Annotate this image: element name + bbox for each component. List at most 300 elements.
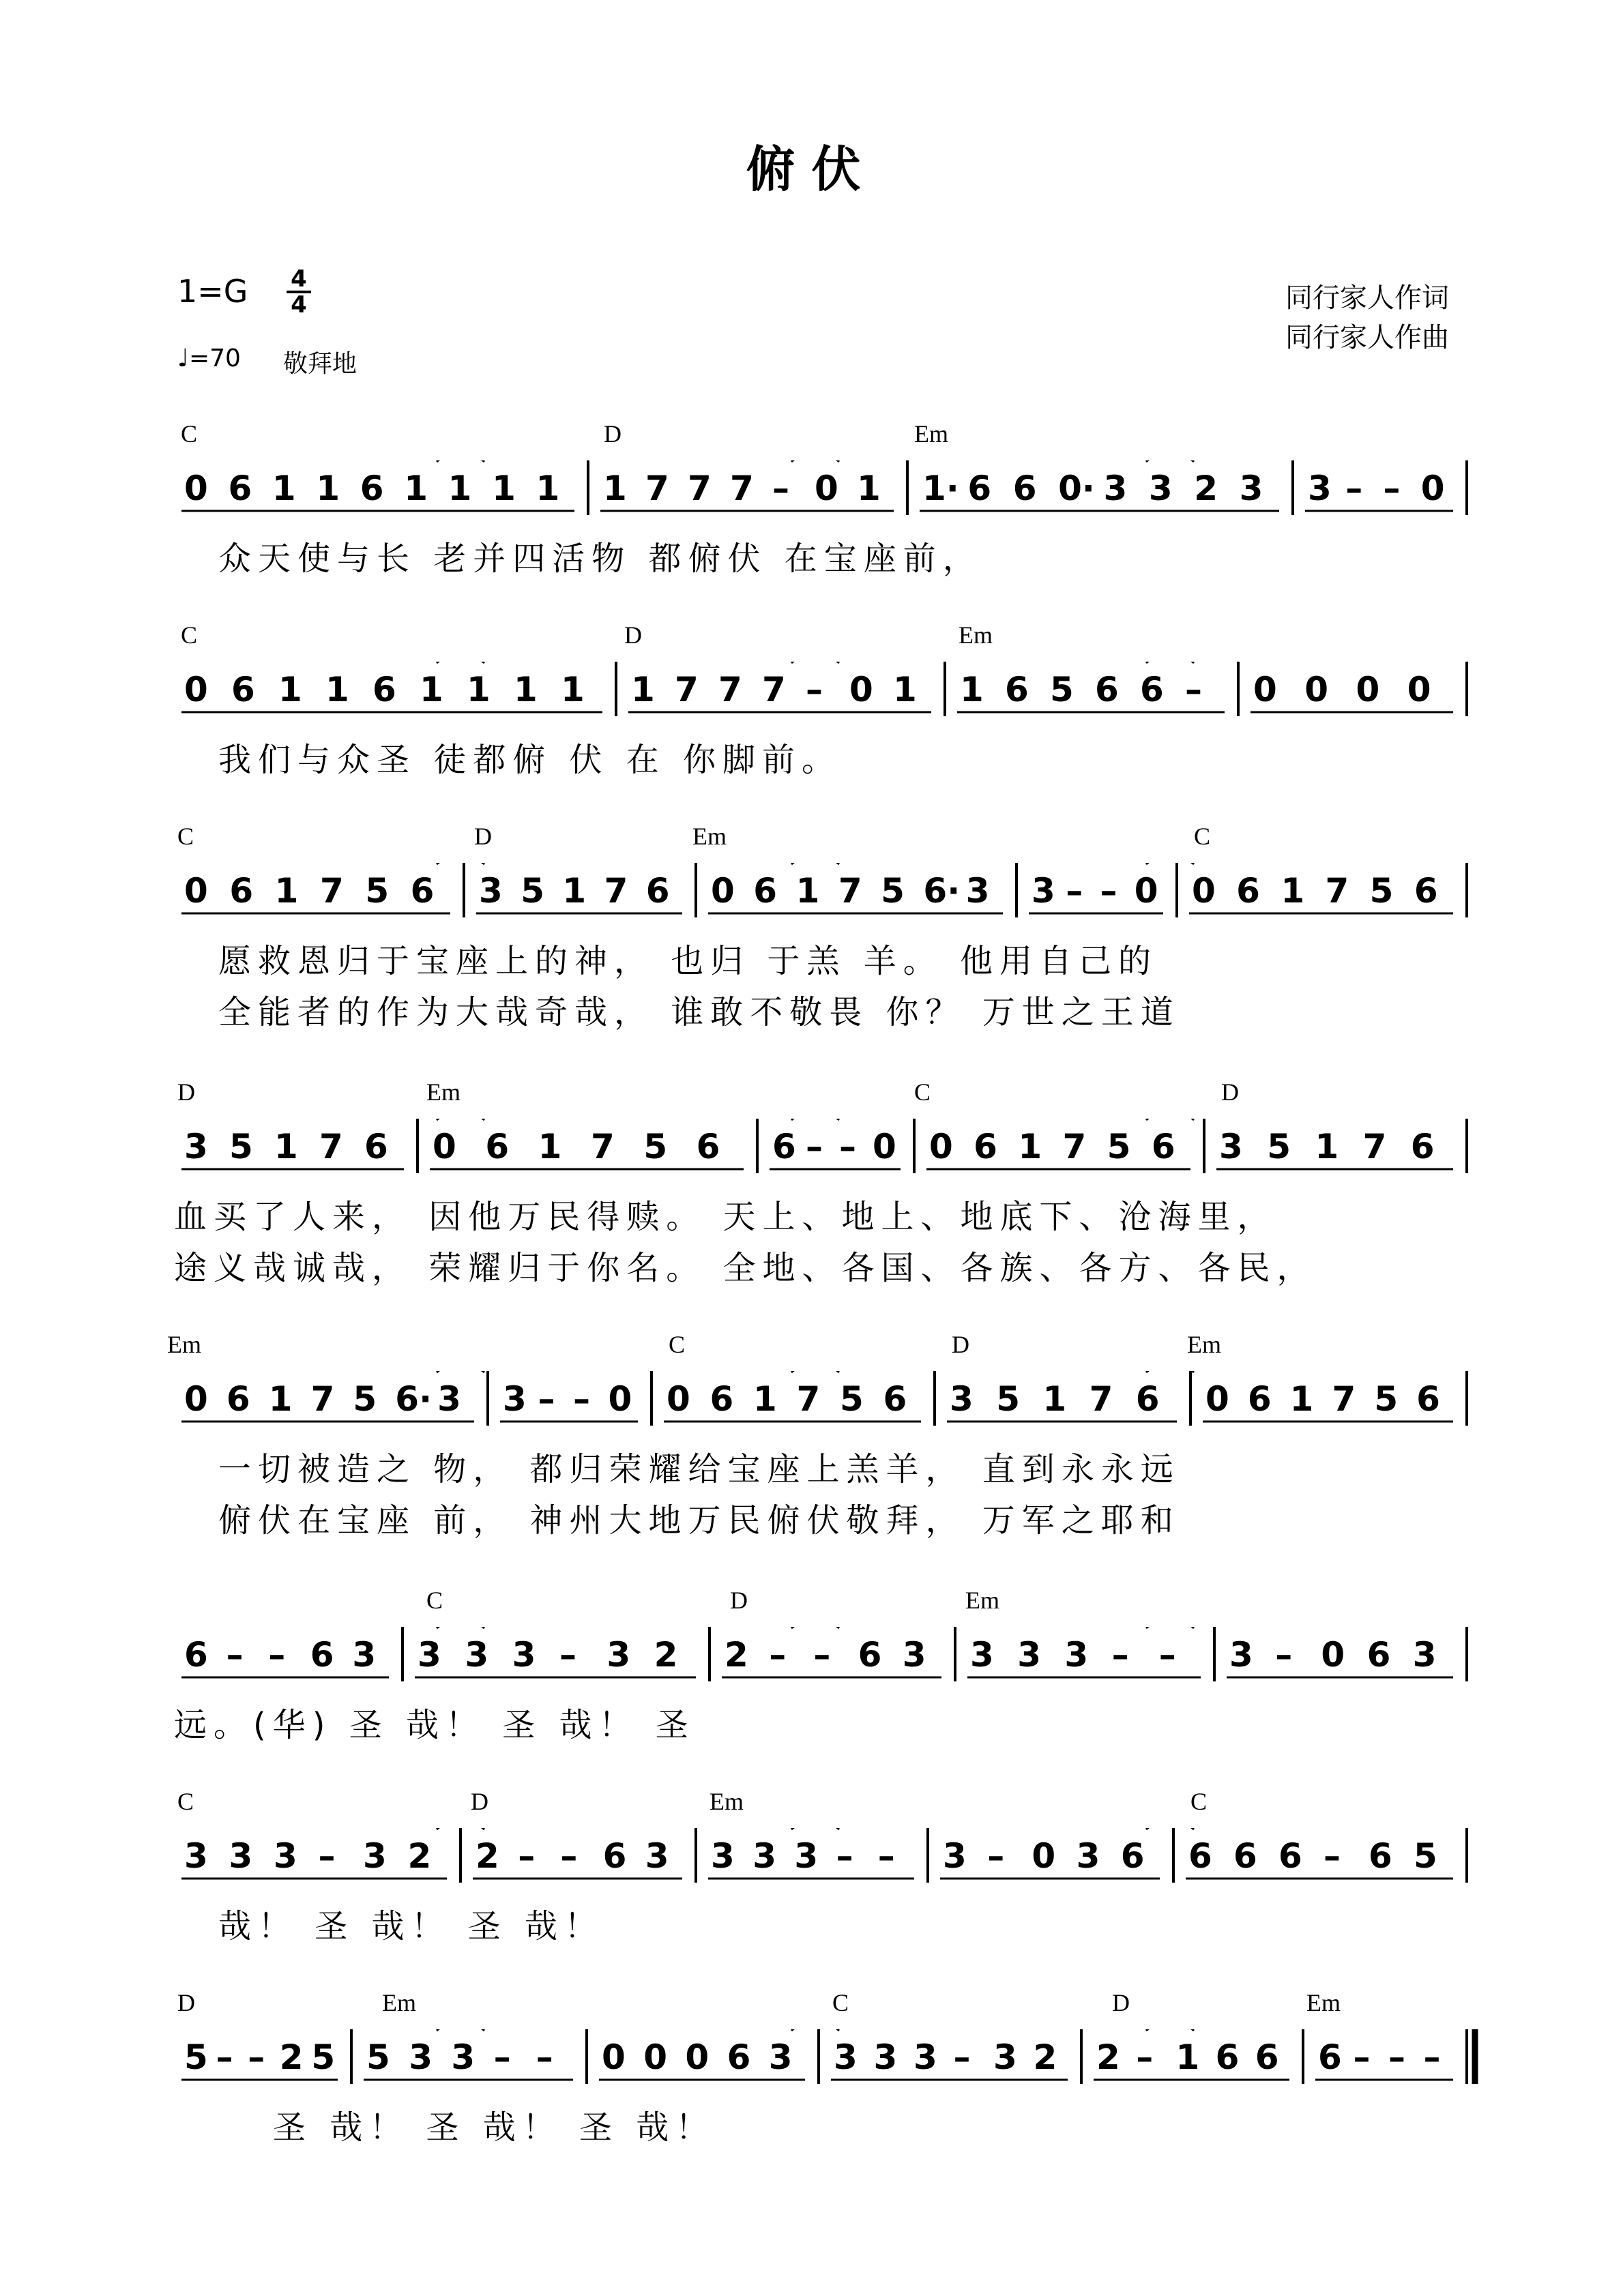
- chord-row: [0, 1330, 1623, 1364]
- note: 5: [1414, 1836, 1437, 1876]
- note: 6: [310, 1635, 334, 1675]
- note: 6: [602, 1836, 627, 1876]
- note: 2: [1096, 2037, 1120, 2077]
- note: 3: [363, 1836, 387, 1876]
- chord-symbol: Em: [1187, 1331, 1221, 1358]
- note: 3: [950, 1379, 974, 1419]
- note: 3: [418, 1635, 441, 1675]
- chord-row: [0, 1078, 1623, 1112]
- note: 6: [1005, 670, 1029, 709]
- note: 6: [1012, 469, 1037, 508]
- note: 6: [1151, 1127, 1175, 1166]
- note: 3: [913, 2037, 937, 2077]
- note: 7: [1332, 1379, 1356, 1419]
- note: 1: [420, 670, 443, 709]
- note: 3: [352, 1635, 377, 1675]
- note: 7: [1062, 1127, 1087, 1166]
- note: 7: [591, 1127, 615, 1166]
- note: 3: [229, 1836, 253, 1876]
- note: 1·: [922, 469, 959, 508]
- lyric-text: 哉！ 圣 哉！ 圣 哉！: [218, 1907, 604, 1945]
- note: –: [806, 1127, 823, 1166]
- note: 3: [1148, 469, 1173, 508]
- note: 3: [768, 2037, 793, 2077]
- lyric-text: 圣 哉！ 圣 哉！ 圣 哉！: [273, 2108, 716, 2147]
- note: –: [1423, 2037, 1441, 2077]
- note: 5: [311, 2037, 336, 2077]
- note: 1: [631, 670, 655, 709]
- note: –: [1324, 1836, 1341, 1876]
- note: 6: [1369, 1836, 1392, 1876]
- note: –: [216, 2037, 233, 2077]
- note: 2: [407, 1836, 432, 1876]
- note: 5: [881, 871, 905, 911]
- note: 5: [1107, 1127, 1131, 1166]
- note: 5: [996, 1379, 1020, 1419]
- song-title: 俯伏: [746, 141, 877, 198]
- note: –: [953, 2037, 971, 2077]
- note: 5: [366, 2037, 390, 2077]
- note: 0: [184, 1379, 208, 1419]
- note: 1: [536, 469, 560, 508]
- note: 7: [319, 1127, 343, 1166]
- note: 1: [325, 670, 349, 709]
- note: 3: [902, 1635, 926, 1675]
- chord-symbol: C: [914, 1078, 931, 1106]
- note: 7: [1325, 871, 1349, 911]
- note: –: [1136, 2037, 1154, 2077]
- note: –: [559, 1635, 576, 1675]
- note: 1: [561, 670, 585, 709]
- score-system: [0, 621, 1623, 846]
- key-signature: 1=G: [177, 273, 248, 310]
- note: 1: [1042, 1379, 1067, 1419]
- note: 6: [1247, 1379, 1272, 1419]
- note: –: [493, 2037, 511, 2077]
- note: 6: [772, 1127, 796, 1166]
- chord-symbol: Em: [959, 621, 993, 649]
- notation-line: [0, 2029, 1623, 2145]
- note: 1: [514, 670, 538, 709]
- note: 6: [883, 1379, 907, 1419]
- slur-arc: [1146, 460, 1194, 462]
- note: 1: [893, 670, 917, 709]
- time-signature: [287, 267, 311, 317]
- slur-arc: [437, 1627, 484, 1628]
- chord-symbol: D: [952, 1331, 969, 1358]
- note: 3: [437, 1379, 461, 1419]
- lyricist-credit: 同行家人作词: [1285, 282, 1449, 314]
- note: 7: [718, 670, 742, 709]
- chord-symbol: Em: [692, 823, 727, 850]
- lyric-text: 俯伏在宝座 前， 神州大地万民俯伏敬拜， 万军之耶和: [218, 1501, 1180, 1540]
- note: 6: [1278, 1836, 1302, 1876]
- note: 0: [433, 1127, 456, 1166]
- note: 3: [1032, 871, 1055, 911]
- note: 7: [675, 670, 699, 709]
- note: –: [538, 1379, 555, 1419]
- note: –: [1353, 2037, 1371, 2077]
- credits: [1285, 278, 1449, 357]
- note: –: [1100, 871, 1117, 911]
- note: 6: [226, 1379, 250, 1419]
- note: 3: [512, 1635, 536, 1675]
- note: 6: [184, 1635, 208, 1675]
- note: 3: [606, 1635, 631, 1675]
- note: 0: [608, 1379, 632, 1419]
- chord-symbol: D: [604, 420, 622, 447]
- lyric-text: 远。(华) 圣 哉！ 圣 哉！ 圣: [174, 1706, 695, 1744]
- note: 1: [753, 1379, 777, 1419]
- note: 7: [688, 469, 712, 508]
- note: 0: [1253, 670, 1277, 709]
- note: 5: [521, 871, 544, 911]
- chord-symbol: C: [669, 1331, 686, 1358]
- note: 6: [1255, 2037, 1279, 2077]
- slur-arc: [437, 662, 484, 663]
- note: 3: [1412, 1635, 1437, 1675]
- note: 1: [603, 469, 627, 508]
- note: –: [1158, 1635, 1176, 1675]
- note: 3: [1308, 469, 1332, 508]
- note: 7: [730, 469, 754, 508]
- slur-arc: [1146, 1828, 1194, 1829]
- note: 7: [310, 1379, 335, 1419]
- note: 0: [685, 2037, 710, 2077]
- note: –: [987, 1836, 1005, 1876]
- note: –: [248, 2037, 265, 2077]
- note: 3: [479, 871, 503, 911]
- note: 0: [1205, 1379, 1229, 1419]
- note: 6: [967, 469, 992, 508]
- lyric-text: 全能者的作为大哉奇哉， 谁敢不敬畏 你？ 万世之王道: [218, 993, 1180, 1031]
- score-system: [0, 1330, 1623, 1555]
- note: 6: [1120, 1836, 1145, 1876]
- note: –: [518, 1836, 536, 1876]
- note: 0: [815, 469, 838, 508]
- slur-arc: [791, 1627, 839, 1628]
- note: 0: [1134, 871, 1158, 911]
- chord-symbol: D: [177, 1989, 195, 2016]
- note: 6: [727, 2037, 751, 2077]
- chord-symbol: D: [474, 823, 492, 850]
- note: 0: [929, 1127, 953, 1166]
- chord-symbol: D: [730, 1587, 748, 1614]
- note: 3: [993, 2037, 1017, 2077]
- note: 3: [943, 1836, 967, 1876]
- note: 3: [965, 871, 990, 911]
- note: 6: [645, 871, 670, 911]
- note: 6: [1140, 670, 1164, 709]
- chord-symbol: Em: [965, 1587, 999, 1614]
- note: 6: [1188, 1836, 1212, 1876]
- note: –: [536, 2037, 553, 2077]
- chord-symbol: Em: [167, 1331, 201, 1358]
- note: 7: [320, 871, 344, 911]
- note: 1: [316, 469, 340, 508]
- note: 5: [1369, 871, 1394, 911]
- note: 1: [268, 1379, 293, 1419]
- note: 5: [643, 1127, 668, 1166]
- note: 3: [1017, 1635, 1041, 1675]
- chord-symbol: Em: [1306, 1989, 1341, 2016]
- chord-symbol: C: [181, 621, 198, 649]
- note: 1: [538, 1127, 562, 1166]
- note: 7: [838, 871, 862, 911]
- note: –: [573, 1379, 590, 1419]
- note: 6: [753, 871, 778, 911]
- note: 1: [492, 469, 516, 508]
- slur-arc: [437, 460, 484, 462]
- note: 6: [696, 1127, 720, 1166]
- note: 1: [562, 871, 587, 911]
- note: 6: [1318, 2037, 1342, 2077]
- note: 2: [1194, 469, 1218, 508]
- expression-marking: 敬拜地: [283, 350, 357, 378]
- note: 1: [795, 871, 820, 911]
- note: 3: [752, 1836, 776, 1876]
- note: 0: [1420, 469, 1445, 508]
- note: 1: [857, 469, 881, 508]
- note: 3: [873, 2037, 898, 2077]
- note: –: [769, 1635, 787, 1675]
- note: 5: [840, 1379, 864, 1419]
- note: 3: [834, 2037, 858, 2077]
- note: 6: [372, 670, 396, 709]
- note: 0: [1356, 670, 1380, 709]
- note: 1: [274, 871, 299, 911]
- note: 0: [849, 670, 873, 709]
- note: 3: [409, 2037, 433, 2077]
- note: 6: [1414, 871, 1438, 911]
- note: 0: [1321, 1635, 1345, 1675]
- note: 6: [231, 670, 255, 709]
- chord-symbol: C: [832, 1989, 849, 2016]
- score-system: [0, 822, 1623, 1047]
- note: 3: [184, 1836, 208, 1876]
- note: –: [318, 1836, 336, 1876]
- slur-arc: [1146, 1371, 1194, 1372]
- note: 7: [1362, 1127, 1387, 1166]
- score-system: [0, 1586, 1623, 1811]
- note: 0: [711, 871, 735, 911]
- note: –: [1066, 871, 1083, 911]
- note: 0: [667, 1379, 690, 1419]
- note: 5: [365, 871, 390, 911]
- score-system: [0, 1787, 1623, 2012]
- slur-arc: [1146, 662, 1194, 663]
- note: 3: [503, 1379, 527, 1419]
- note: 0: [184, 871, 208, 911]
- note: –: [813, 1635, 831, 1675]
- tempo-marking: ♩=70: [177, 344, 241, 372]
- note: 7: [1089, 1379, 1113, 1419]
- note: 1: [960, 670, 984, 709]
- note: 6: [229, 871, 254, 911]
- lyric-text: 一切被造之 物， 都归荣耀给宝座上羔羊， 直到永永远: [218, 1450, 1180, 1488]
- lyric-text: 血买了人来， 因他万民得赎。 天上、地上、地底下、沧海里，: [174, 1198, 1277, 1236]
- note: 6: [1095, 670, 1119, 709]
- note: –: [1388, 2037, 1405, 2077]
- chord-symbol: Em: [710, 1788, 744, 1815]
- slur-arc: [791, 1119, 839, 1120]
- note: 3: [711, 1836, 735, 1876]
- note: 6: [974, 1127, 997, 1166]
- chord-symbol: C: [1190, 1788, 1208, 1815]
- note: 0: [1032, 1836, 1056, 1876]
- note: 3: [465, 1635, 489, 1675]
- slur-arc: [437, 1371, 484, 1372]
- chord-symbol: D: [1112, 1989, 1130, 2016]
- time-signature-bottom: 4: [291, 291, 307, 319]
- note: 5: [353, 1379, 377, 1419]
- note: 3: [1219, 1127, 1243, 1166]
- note: 3: [1103, 469, 1128, 508]
- note: 2: [654, 1635, 678, 1675]
- note: 6: [364, 1127, 388, 1166]
- slur-arc: [437, 863, 484, 864]
- score-system: [0, 420, 1623, 645]
- slur-arc: [1146, 1119, 1194, 1120]
- note: –: [1111, 1635, 1129, 1675]
- note: 1: [1289, 1379, 1314, 1419]
- note: 6: [1135, 1379, 1160, 1419]
- note: 6: [1410, 1127, 1435, 1166]
- lyric-text: 众天使与长 老并四活物 都俯伏 在宝座前，: [218, 540, 982, 578]
- note: –: [806, 670, 823, 709]
- chord-symbol: C: [181, 420, 198, 447]
- slur-arc: [1146, 2029, 1194, 2031]
- note: 7: [645, 469, 669, 508]
- chord-row: [0, 1988, 1623, 2022]
- note: 0: [184, 469, 208, 508]
- note: 2: [279, 2037, 304, 2077]
- note: 3: [274, 1836, 297, 1876]
- time-signature-top: 4: [291, 265, 307, 293]
- chord-row: [0, 1787, 1623, 1821]
- score-system: [0, 1078, 1623, 1303]
- note: 1: [274, 1127, 298, 1166]
- note: 1: [467, 670, 491, 709]
- note: 2: [1033, 2037, 1057, 2077]
- note: 6: [1416, 1379, 1440, 1419]
- note: 1: [278, 670, 302, 709]
- composer-credit: 同行家人作曲: [1285, 322, 1449, 353]
- chord-row: [0, 822, 1623, 856]
- note: 7: [762, 670, 786, 709]
- chord-symbol: C: [426, 1587, 443, 1614]
- note: 7: [796, 1379, 821, 1419]
- note: 3: [794, 1836, 819, 1876]
- note: 0: [1407, 670, 1431, 709]
- note: 0: [643, 2037, 667, 2077]
- note: –: [226, 1635, 244, 1675]
- slur-arc: [791, 1371, 839, 1372]
- note: 0: [873, 1127, 896, 1166]
- note: 3: [1064, 1635, 1089, 1675]
- lyric-text: 途义哉诚哉， 荣耀归于你名。 全地、各国、各族、各方、各民，: [174, 1249, 1317, 1287]
- note: –: [836, 1836, 853, 1876]
- note: –: [772, 469, 789, 508]
- slur-arc: [791, 1828, 839, 1829]
- note: 2: [476, 1836, 499, 1876]
- chord-row: [0, 420, 1623, 454]
- note: 5: [229, 1127, 253, 1166]
- note: –: [268, 1635, 286, 1675]
- note: 6: [485, 1127, 510, 1166]
- note: 1: [1175, 2037, 1200, 2077]
- note: 3: [1229, 1635, 1253, 1675]
- note: 1: [404, 469, 428, 508]
- note: –: [1275, 1635, 1293, 1675]
- slur-arc: [1146, 1627, 1194, 1628]
- note: 0: [184, 670, 208, 709]
- slur-arc: [437, 2029, 484, 2031]
- chord-symbol: D: [1221, 1078, 1239, 1106]
- note: –: [1345, 469, 1363, 508]
- note: 7: [604, 871, 628, 911]
- note: 3: [1076, 1836, 1100, 1876]
- note: 5: [1374, 1379, 1399, 1419]
- note: 1: [272, 469, 296, 508]
- note: –: [839, 1127, 856, 1166]
- note: 3: [451, 2037, 476, 2077]
- note: 6·: [395, 1379, 433, 1419]
- note: 1: [448, 469, 472, 508]
- note: 1: [1281, 871, 1305, 911]
- note: 6: [410, 871, 435, 911]
- chord-symbol: Em: [382, 1989, 416, 2016]
- note: 3: [970, 1635, 994, 1675]
- chord-symbol: C: [177, 823, 194, 850]
- note: 6: [710, 1379, 734, 1419]
- chord-symbol: D: [177, 1078, 195, 1106]
- note: –: [1185, 670, 1202, 709]
- note: 6: [228, 469, 252, 508]
- note: 1: [1018, 1127, 1042, 1166]
- chord-symbol: D: [624, 621, 642, 649]
- slur-arc: [1146, 863, 1194, 864]
- note: 6: [1215, 2037, 1240, 2077]
- note: –: [560, 1836, 578, 1876]
- note: 0: [602, 2037, 626, 2077]
- chord-symbol: C: [1194, 823, 1211, 850]
- slur-arc: [791, 863, 839, 864]
- note: 6: [1366, 1635, 1391, 1675]
- chord-symbol: Em: [914, 420, 948, 447]
- note: –: [1383, 469, 1401, 508]
- note: 0: [1304, 670, 1329, 709]
- lyric-text: 我们与众圣 徒都俯 伏 在 你脚前。: [218, 741, 842, 779]
- note: 1: [1315, 1127, 1339, 1166]
- note: 6: [1236, 871, 1260, 911]
- note: 0·: [1058, 469, 1095, 508]
- note: 3: [645, 1836, 669, 1876]
- slur-arc: [437, 1119, 484, 1120]
- chord-symbol: D: [471, 1788, 488, 1815]
- chord-symbol: Em: [426, 1078, 460, 1106]
- note: –: [877, 1836, 895, 1876]
- note: 6: [858, 1635, 882, 1675]
- note: 6: [360, 469, 384, 508]
- note: 5: [1050, 670, 1074, 709]
- note: 0: [1192, 871, 1216, 911]
- score-system: [0, 1988, 1623, 2213]
- note: 3: [1239, 469, 1263, 508]
- note: 5: [184, 2037, 208, 2077]
- note: 3: [184, 1127, 208, 1166]
- slur-arc: [791, 460, 839, 462]
